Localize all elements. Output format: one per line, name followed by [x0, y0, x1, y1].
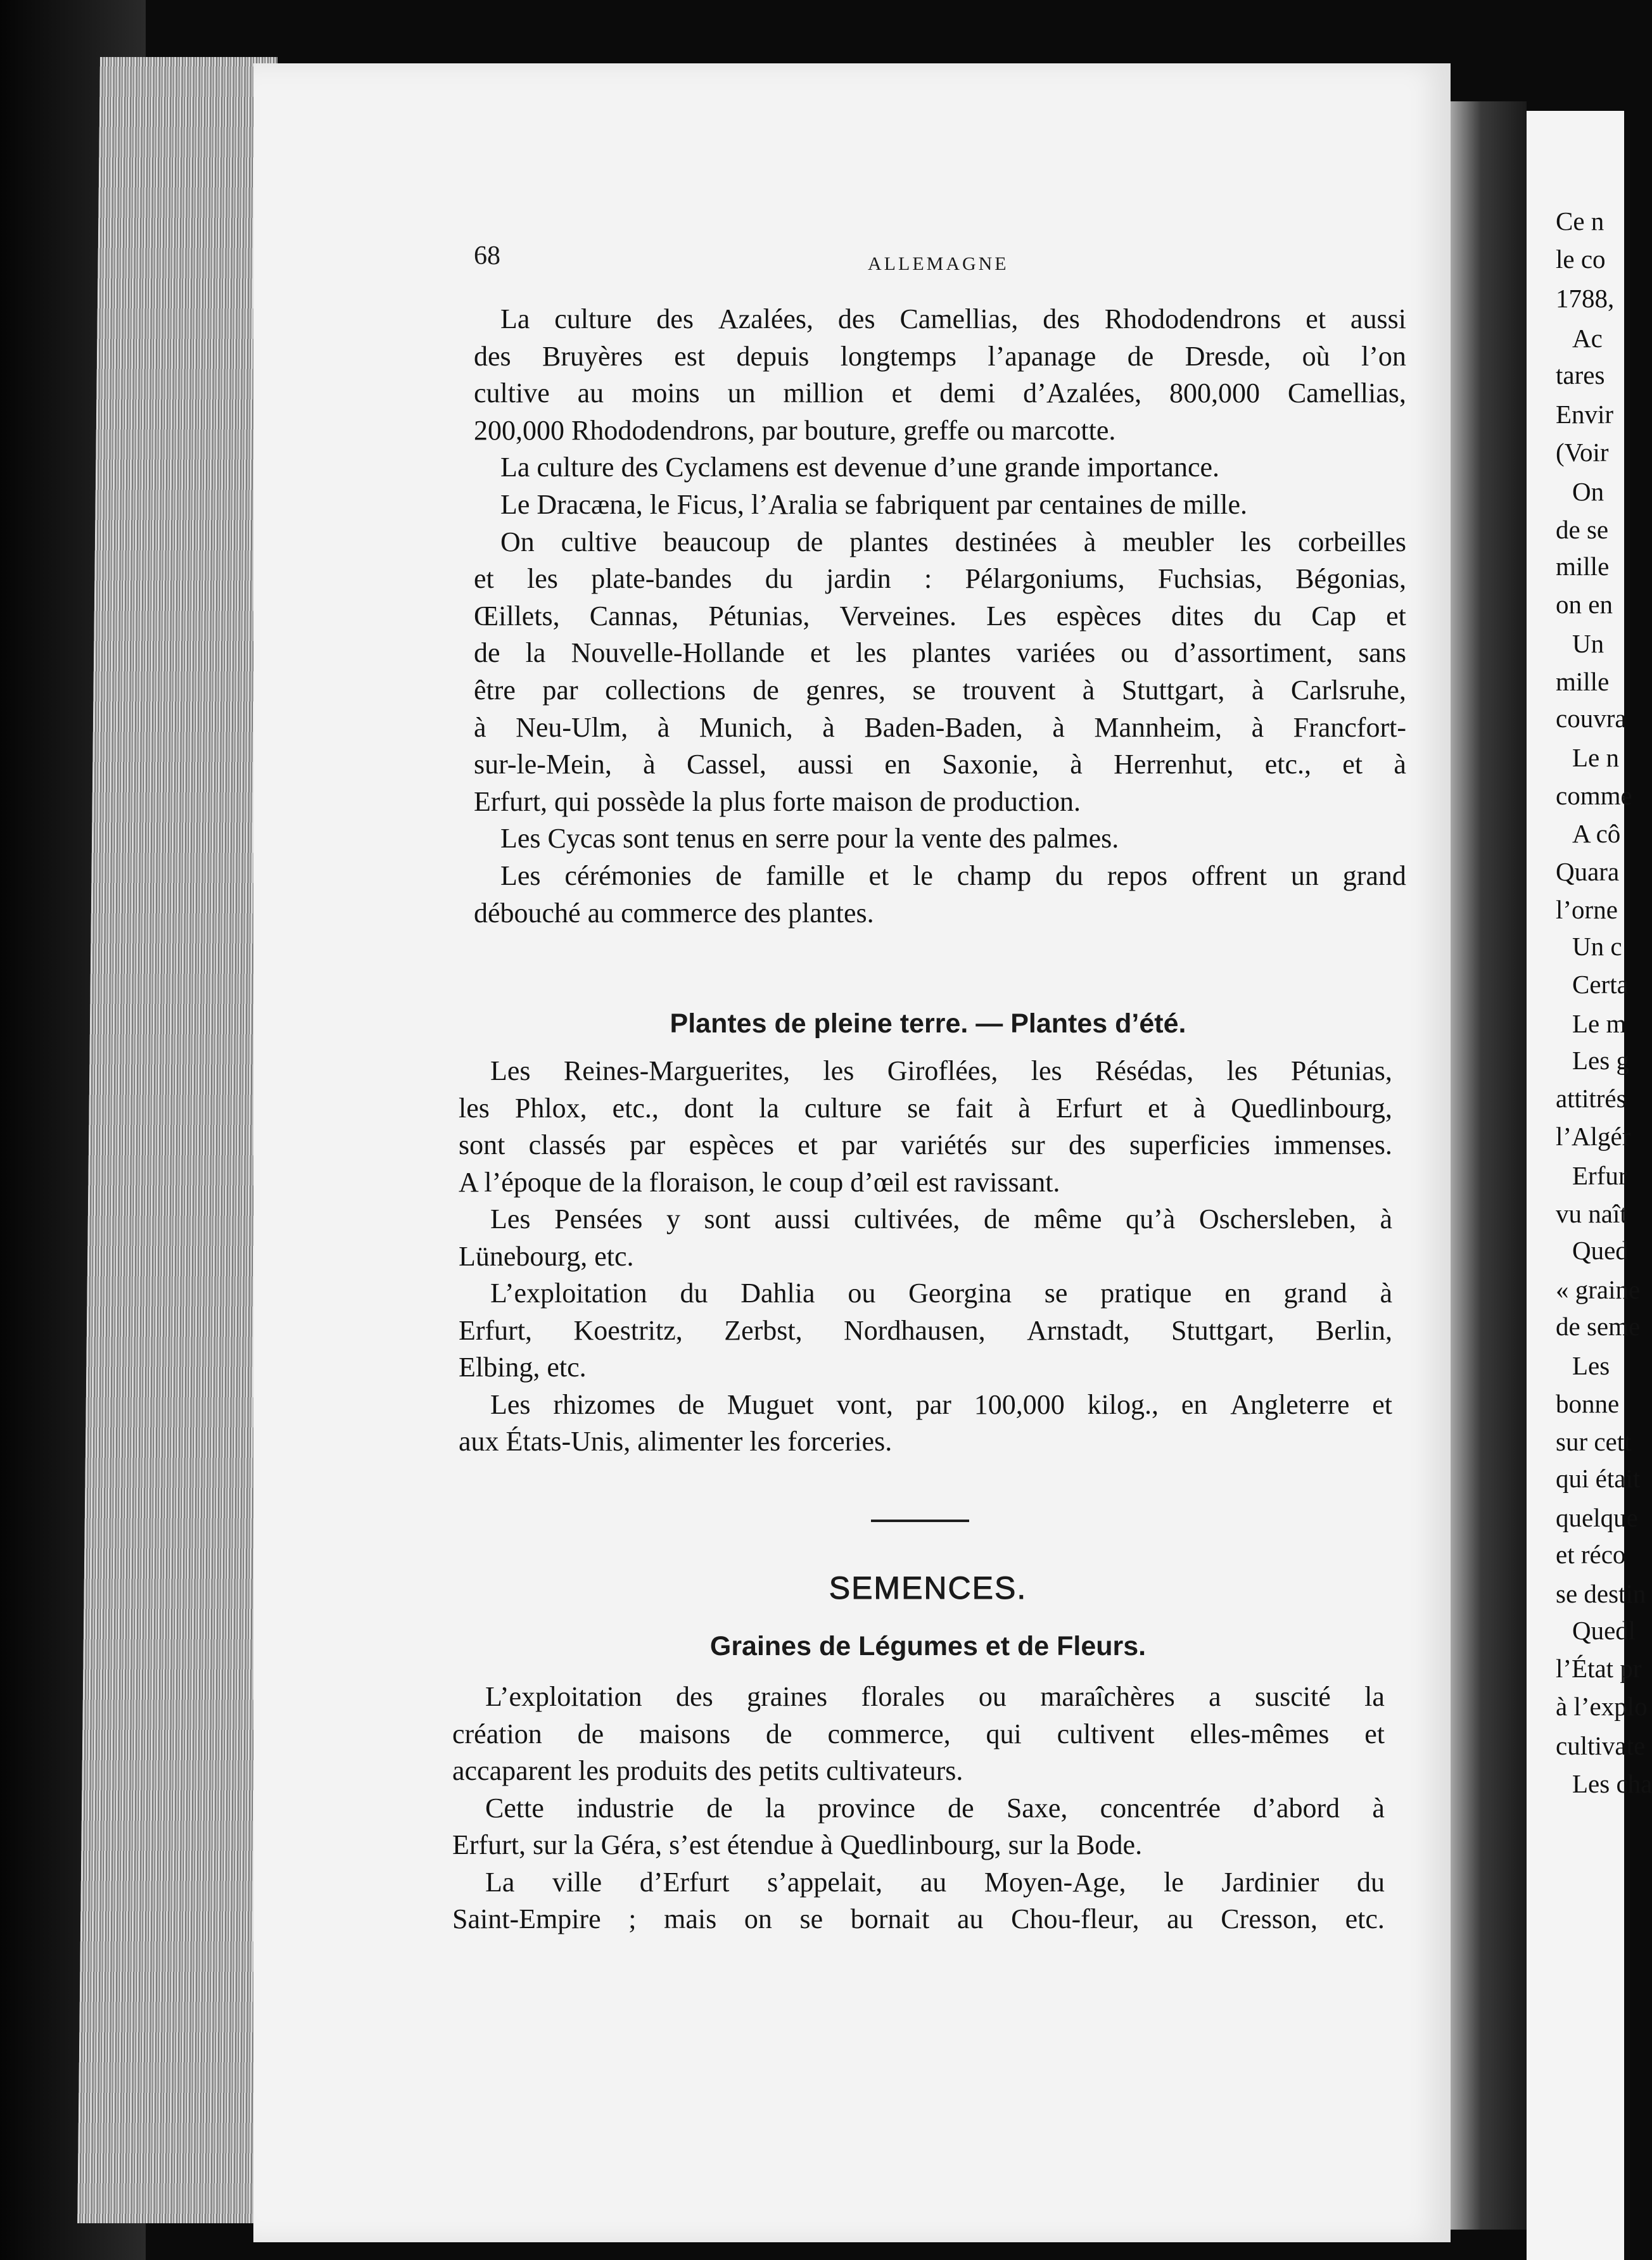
text-line: La culture des Azalées, des Camellias, des Rhododendrons et aussi [500, 303, 1406, 334]
facing-page-line: bonne [1556, 1389, 1620, 1418]
facing-page-line: et réco [1556, 1540, 1626, 1569]
facing-page-line: Quara [1556, 857, 1620, 886]
text-line: 200,000 Rhododendrons, par bouture, greffe ou marcotte. [474, 415, 1116, 446]
facing-page-line: qui était [1556, 1464, 1641, 1493]
facing-page-line: Envir [1556, 400, 1614, 429]
facing-page-line: l’orne [1556, 895, 1618, 924]
text-line: On cultive beaucoup de plantes destinées à meubler les corbeilles [500, 526, 1406, 557]
text-line: Lünebourg, etc. [459, 1241, 634, 1272]
facing-page [1527, 111, 1652, 2260]
facing-page-line: Ce n [1556, 206, 1604, 236]
text-line: La culture des Cyclamens est devenue d’une grande importance. [500, 452, 1219, 483]
facing-page-line: Un c [1572, 932, 1622, 961]
running-head: ALLEMAGNE [868, 253, 1009, 274]
text-line: Elbing, etc. [459, 1352, 587, 1383]
section-heading-semences: SEMENCES. [829, 1570, 1027, 1606]
text-line: Saint-Empire ; mais on se bornait au Chou-fleur, au Cresson, etc. [452, 1903, 1385, 1934]
facing-page-line: Un [1572, 629, 1604, 658]
book-gutter-shadow [1444, 101, 1527, 2230]
facing-page-line: le co [1556, 244, 1606, 274]
facing-page-line: Les cha [1572, 1769, 1652, 1798]
text-line: L’exploitation des graines florales ou maraîchères a suscité la [485, 1681, 1385, 1712]
text-line: Cette industrie de la province de Saxe, concentrée d’abord à [485, 1793, 1385, 1824]
facing-page-line: comme [1556, 781, 1632, 810]
text-line: Les Cycas sont tenus en serre pour la vente des palmes. [500, 823, 1119, 854]
facing-page-line: on en [1556, 590, 1613, 619]
facing-page-line: vu naît [1556, 1199, 1627, 1228]
subheading-graines: Graines de Légumes et de Fleurs. [709, 1631, 1147, 1661]
facing-page-line: l’Algér [1556, 1122, 1631, 1151]
text-line: Les rhizomes de Muguet vont, par 100,000 kilog., en Angleterre et [490, 1389, 1392, 1420]
facing-page-line: Le m [1572, 1009, 1627, 1038]
facing-page-line: mille [1556, 667, 1610, 696]
facing-page-line: se destin [1556, 1579, 1646, 1608]
facing-page-line: de se [1556, 515, 1609, 544]
facing-page-line: mille [1556, 552, 1610, 581]
facing-page-line: (Voir [1556, 438, 1609, 467]
facing-page-line: Certa [1572, 970, 1629, 999]
book-page-edges [77, 57, 277, 2223]
facing-page-line: cultivate [1556, 1731, 1646, 1760]
text-line: Erfurt, Koestritz, Zerbst, Nordhausen, Arnstadt, Stuttgart, Berlin, [459, 1315, 1392, 1346]
facing-page-line: Les g [1572, 1046, 1629, 1075]
text-line: aux États-Unis, alimenter les forceries. [459, 1426, 893, 1457]
facing-page-line: Le n [1572, 743, 1619, 772]
text-line: A l’époque de la floraison, le coup d’œil est ravissant. [459, 1167, 1060, 1198]
facing-page-line: A cô [1572, 819, 1621, 848]
section-divider [871, 1520, 969, 1522]
text-line: les Phlox, etc., dont la culture se fait à Erfurt et à Quedlinbourg, [459, 1093, 1392, 1124]
text-line: sur-le-Mein, à Cassel, aussi en Saxonie, à Herrenhut, etc., et à [474, 749, 1406, 780]
text-line: La ville d’Erfurt s’appelait, au Moyen-Age, le Jardinier du [485, 1867, 1385, 1898]
text-line: de la Nouvelle-Hollande et les plantes variées ou d’assortiment, sans [474, 637, 1406, 668]
text-line: être par collections de genres, se trouvent à Stuttgart, à Carlsruhe, [474, 675, 1406, 706]
text-line: Erfurt, sur la Géra, s’est étendue à Quedlinbourg, sur la Bode. [452, 1829, 1143, 1860]
facing-page-line: à l’explo [1556, 1692, 1648, 1721]
facing-page-line: 1788, [1556, 284, 1615, 313]
facing-page-line: On [1572, 477, 1604, 506]
text-line: Les Reines-Marguerites, les Giroflées, les Résédas, les Pétunias, [490, 1055, 1392, 1086]
text-line: des Bruyères est depuis longtemps l’apanage de Dresde, où l’on [474, 341, 1406, 372]
facing-page-line: « graine [1556, 1275, 1641, 1304]
text-line: Le Dracæna, le Ficus, l’Aralia se fabriquent par centaines de mille. [500, 489, 1247, 520]
facing-page-line: Quedl [1572, 1616, 1636, 1645]
page-number: 68 [474, 241, 500, 270]
facing-page-line: Qued [1572, 1236, 1629, 1265]
facing-page-line: tares [1556, 360, 1605, 390]
text-line: Les Pensées y sont aussi cultivées, de même qu’à Oschersleben, à [490, 1203, 1392, 1235]
text-line: à Neu-Ulm, à Munich, à Baden-Baden, à Mannheim, à Francfort- [474, 712, 1406, 743]
text-line: Erfurt, qui possède la plus forte maison de production. [474, 786, 1081, 817]
text-line: débouché au commerce des plantes. [474, 898, 874, 929]
text-line: Œillets, Cannas, Pétunias, Verveines. Les espèces dites du Cap et [474, 600, 1406, 632]
text-line: L’exploitation du Dahlia ou Georgina se pratique en grand à [490, 1278, 1392, 1309]
text-line: création de maisons de commerce, qui cultivent elles-mêmes et [452, 1718, 1385, 1749]
text-line: et les plate-bandes du jardin : Pélargoniums, Fuchsias, Bégonias, [474, 563, 1406, 594]
facing-page-line: quelque [1556, 1503, 1638, 1532]
facing-page-line: couvra [1556, 704, 1627, 733]
facing-page-line: l’État pr [1556, 1654, 1642, 1683]
text-line: Les cérémonies de famille et le champ du repos offrent un grand [500, 860, 1406, 891]
text-line: cultive au moins un million et demi d’Azalées, 800,000 Camellias, [474, 378, 1406, 409]
facing-page-line: Les [1572, 1351, 1610, 1380]
facing-page-line: Ac [1572, 324, 1603, 353]
text-line: accaparent les produits des petits cultivateurs. [452, 1755, 963, 1786]
section-heading-plantes: Plantes de pleine terre. — Plantes d’été. [670, 1008, 1186, 1039]
facing-page-line: attitrés [1556, 1084, 1627, 1113]
facing-page-line: de seme [1556, 1312, 1641, 1341]
text-line: sont classés par espèces et par variétés sur des superficies immenses. [459, 1129, 1392, 1160]
facing-page-line: Erfur [1572, 1161, 1627, 1190]
facing-page-line: sur cett [1556, 1427, 1632, 1456]
